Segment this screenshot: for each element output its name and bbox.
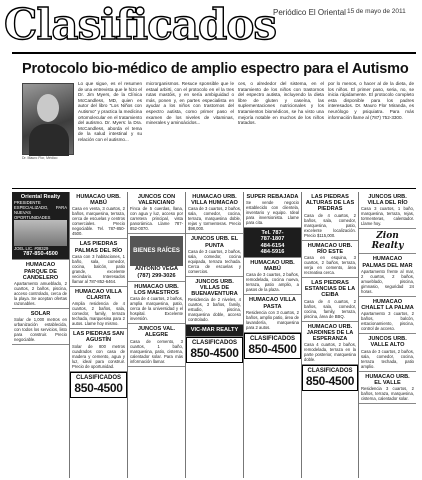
vic-mar-name: VIC-MAR REALTY	[190, 327, 239, 334]
ad-listing	[12, 309, 69, 345]
ad-column-4	[186, 192, 244, 478]
listing-body: Solar de 800 metros cuadrados con casa de madera y cemento, agua y luz, ideal para construir. Precio de oportunidad.	[72, 343, 125, 369]
classifieds-phone-banner	[186, 337, 243, 363]
listing-title: JUNCOS URB. VILLAS DE BUENAVENTURA	[191, 278, 238, 298]
article	[12, 55, 416, 189]
ad-listing	[302, 241, 358, 278]
oriental-realty-ad	[12, 192, 69, 260]
listing-title: HUMACAO PARQUE DE CANDELERO	[22, 262, 59, 281]
classified-ads	[12, 192, 416, 478]
listing-title: JUNCOS CON VALENCIANO	[137, 194, 176, 207]
listing-body: Casa de cemento, 3 cuartos, 1 baño, marquesina, patio, cisterna, calentador solar. Para más información llamar.	[130, 338, 183, 364]
banner-phone: 850-4500	[248, 341, 297, 356]
listing-title: SOLAR	[30, 311, 51, 318]
listing-title: LAS PIEDRAS ESTANCIAS DE LA CEIBA	[304, 280, 356, 299]
publication-date: 15 de mayo de 2011	[347, 8, 406, 15]
listing-body: Residencia de 2 niveles, 4 cuartos, 3 baños, family, estudio, piscina, marquesina doble, acceso controlado.	[188, 297, 241, 323]
ad-listing	[128, 282, 185, 324]
listing-title: HUMACAO URB. MABÚ	[76, 194, 121, 207]
listing-title: HUMACAO VILLA PASTA	[249, 297, 296, 310]
listing-body: Casa con 3 habitaciones, 1 baño, sala, comedor, cocina, balcón, patio grande, excelente vecindario. Interesados llamar al 787-852-6464.	[72, 253, 125, 284]
listing-title: HUMACAO URB. LOS MAESTROS	[134, 283, 179, 297]
ad-listing	[359, 334, 416, 371]
listing-title: JUNCOS URB. VILLA DEL RÍO	[367, 194, 408, 207]
ad-column-7	[359, 192, 416, 478]
listing-title: HUMACAO URB. VILLA HUMACAO	[191, 194, 238, 207]
listing-title: LAS PIEDRAS ALTURAS DE LAS PIEDRAS	[305, 194, 355, 213]
realty-phone-1: 787-1807	[260, 236, 285, 243]
ad-listing	[186, 192, 243, 234]
oriental-realty-name: Oriental Realty	[20, 194, 61, 200]
header-rule	[12, 52, 416, 54]
listing-title: LAS PIEDRAS SAN AGUSTÍN	[73, 331, 124, 344]
vic-mar-realty-ad	[186, 325, 243, 336]
listing-body: Casa en esquina, 3 cuartos, 2 baños, terraza, verja en cemento, área recreativa cerca.	[304, 255, 356, 276]
ad-listing	[359, 254, 416, 296]
listing-body: Casa de 3 cuartos, 2 baños, sala, comedor, cocina equipada, terraza techada. Cerca de escuelas y comercios.	[188, 248, 241, 274]
ad-listing	[70, 239, 127, 286]
banner-label: CLASIFICADOS	[250, 335, 295, 342]
ad-listing	[359, 297, 416, 334]
listing-body: Residencia con 3 cuartos, 2 baños, amplio patio, área de lavandería, marquesina para 2 autos.	[246, 309, 299, 330]
ad-column-2	[70, 192, 128, 478]
article-column-1: Lo que sigue, es el resumen de una entrevista que le hizo el Dr. Jim Myers, de la Clínica McCandless, MD, quien es autor del libro "Los Niños con Autismo" y practica la medicina ortomolecular en el tratamiento del autismo. Dr. Myers: la Dra. McCandless, aborda el tema de la salud intestinal y su relación con el autismo...	[78, 81, 142, 142]
ad-listing	[244, 295, 301, 332]
ad-listing	[70, 329, 127, 371]
listing-title: JUNCOS VAL. ALEGRE	[137, 326, 176, 339]
banner-label: CLASIFICADOS	[307, 368, 353, 375]
ad-listing	[128, 324, 185, 366]
zion-realty-logo: Zion Realty	[371, 231, 404, 252]
listing-title: SUPER REBAJADA	[246, 194, 299, 200]
listing-body: Casa 4 cuartos, 2 baños, remodelada, terraza en la parte posterior, marquesina doble.	[304, 342, 356, 363]
listing-body: Casa de 3 cuartos, 2 baños, sala, comedor, cocina, terraza techada, patio amplio.	[361, 348, 414, 369]
listing-body: Casa de 4 cuartos, 2 baños, sala, comedor, cocina, family, terraza, piscina, área de BBQ.	[304, 298, 356, 319]
ad-listing	[302, 278, 358, 322]
ad-listing	[12, 260, 69, 309]
ad-column-6	[302, 192, 359, 478]
ad-listing	[302, 322, 358, 366]
section-title: Clasificados	[4, 0, 277, 49]
listing-body: Finca de 5 cuerdas, llana, con agua y luz, acceso por carretera principal, vista panorámica. Llame 787-852-0070.	[130, 206, 183, 232]
ad-listing	[359, 372, 416, 404]
antonio-vega-phone: (787) 299-3026	[137, 272, 176, 279]
ad-listing	[128, 192, 185, 234]
antonio-vega-name: ANTONIO VEGA	[134, 266, 179, 273]
listing-body: Apartamento amueblado, 2 cuartos, 2 baños, piscina, acceso controlado, cerca de la playa. Se aceptan ofertas razonables.	[14, 281, 67, 307]
listing-title: HUMACAO URB. RÍO ESTE	[307, 242, 353, 255]
listing-body: Apartamento frente al mar, 2 cuartos, 2 baños, amueblado, piscina, gimnasio, seguridad 24 horas.	[361, 268, 414, 294]
realty-phone-2: 484-6154	[260, 242, 285, 249]
banner-phone: 850-4500	[190, 345, 239, 360]
publication-name: Periódico El Oriental	[273, 8, 346, 17]
classifieds-phone-banner	[244, 333, 301, 359]
listing-body: Casa en venta, 3 cuartos, 2 baños, marquesina, terraza, cerca de escuelas y centros comerciales. Precio negociable. Tel. 787-850-4500.	[72, 206, 125, 237]
oriental-realty-contact: JOEL LIC. #08329	[14, 246, 49, 252]
listing-body: Amplia residencia de 4 cuartos, 2 baños, sala, comedor, family, terraza techada, marquesina para 2 autos. Llame hoy mismo.	[72, 301, 125, 327]
oriental-realty-tagline: PRESIDENTE ESPECIALIZADO, PARA NUEVAS OPORTUNIDADES	[14, 200, 67, 221]
ad-column-1	[12, 192, 70, 478]
article-column-4: por lo menos, o hacer al de la dieta, de los niños. El primer paso, seria, no, se inicia rápidamente. El protocolo completo esta disponible para los padres interesados. Dr. Mauro Flor Miranda, es neurólogo y psiquiatra. Para más información llame al (787) 752-3300.	[328, 81, 414, 120]
ad-listing	[302, 192, 358, 241]
listing-title: HUMACAO URB. JARDINES DE LA ESPERANZA	[306, 323, 354, 343]
listing-body: Casa de 4 cuartos, 2 baños, sala, comedor, marquesina, patio, excelente localización. Precio $115,000.	[304, 212, 356, 238]
oriental-realty-phone: 787-850-4500	[23, 251, 58, 258]
article-column-2: microrganismos. Resuce sponsible que le estaal arbirti, con el protocolo en el la tres rutas mastóis, y en sería ambiguidad o más, ponen y, en partes especialista en ayudar a los niños con trastornos del espectro autista, como primer paso el examen de los niveles de vitaminas, minerales y aminoácidos...	[146, 81, 234, 126]
listing-title: HUMACAO VILLA CLARITA	[75, 288, 122, 302]
banner-label: CLASIFICADOS	[192, 339, 237, 346]
classifieds-phone-banner	[302, 365, 358, 391]
zion-realty-ad	[359, 229, 416, 254]
listing-body: Casa 3 cuartos, 1 baño, marquesina, terraza, rejas, tormenteras, calentador. Llame hoy.	[361, 206, 414, 227]
ad-listing	[186, 277, 243, 326]
ad-column-3	[128, 192, 186, 478]
ad-listing	[70, 287, 127, 329]
listing-title: HUMACAO URB. EL VALLE	[365, 373, 410, 386]
antonio-vega-ad	[128, 234, 185, 281]
banner-phone: 850-4500	[74, 380, 123, 395]
author-photo	[22, 83, 74, 155]
realty-phone-ad	[244, 228, 301, 258]
article-column-3: ces, o alrededor del sistema, en el tratamiento de los niños con trastornos del espectro autista, incluyendo la dieta libre de gluten y caseína, las suplementaciones nutricionales y los tratamientos biomédicos, se ha visto una mejoría notable en muchos de los niños tratados.	[238, 81, 324, 126]
ad-listing	[186, 234, 243, 276]
ad-listing	[244, 258, 301, 295]
photo-caption: Dr. Mauro Flor, Médico	[22, 156, 58, 160]
antonio-vega-logo: BIENES RAÍCES	[130, 236, 183, 266]
banner-label: CLASIFICADOS	[76, 374, 121, 381]
listing-body: Casa de 3 cuartos, 2 baños, sala, comedor, cocina, terraza, marquesina doble, rejas y tormenteras. Precio $98,000.	[188, 206, 241, 232]
ad-listing	[244, 192, 301, 228]
classifieds-phone-banner	[70, 372, 127, 398]
article-headline: Protocolo bio-médico de amplio espectro para el Autismo	[22, 61, 409, 77]
listing-body: Casa de 4 cuartos, 2 baños, amplia marquesina, patio, cerca de la universidad y el hospital. Excelente inversión.	[130, 296, 183, 322]
listing-title: HUMACAO PALMAS DEL MAR	[362, 256, 413, 269]
ad-listing	[359, 192, 416, 229]
listing-body: Casa de 3 cuartos, 2 baños, remodelada, cocina nueva, terraza, patio amplio, a pasos de la plaza.	[246, 272, 299, 293]
listing-body: Apartamento 3 cuartos, 2 baños, balcón, estacionamiento, piscina, control de acceso.	[361, 311, 414, 332]
listing-title: HUMACAO CHALET LA PALMA	[361, 298, 414, 312]
ad-column-5	[244, 192, 302, 478]
listing-title: JUNCOS URB. EL PUNTA	[190, 236, 239, 249]
banner-phone: 850-4500	[305, 374, 355, 389]
listing-body: Residencia 3 cuartos, 2 baños, terraza, marquesina, cisterna, calentador solar.	[361, 386, 414, 402]
listing-title: LAS PIEDRAS PALMAS DEL RÍO	[74, 241, 123, 254]
realty-phone-3: 484-5916	[260, 248, 285, 255]
ad-listing	[70, 192, 127, 239]
classifieds-header	[0, 0, 422, 52]
realty-phone-label: Tel. 787-	[261, 230, 284, 237]
house-photo	[14, 220, 67, 246]
listing-title: HUMACAO URB. MABÚ	[250, 260, 295, 273]
listing-body: Solar de 1,000 metros en urbanización establecida, con todos los servicios, listo para construir. Precio negociable.	[14, 317, 67, 343]
listing-body: Se vende negocio establecido con clientela, inventario y equipo. Ideal para inversionista. Llame para cita.	[246, 200, 299, 226]
listing-title: JUNCOS URB. VALLE ALTO	[368, 336, 407, 349]
